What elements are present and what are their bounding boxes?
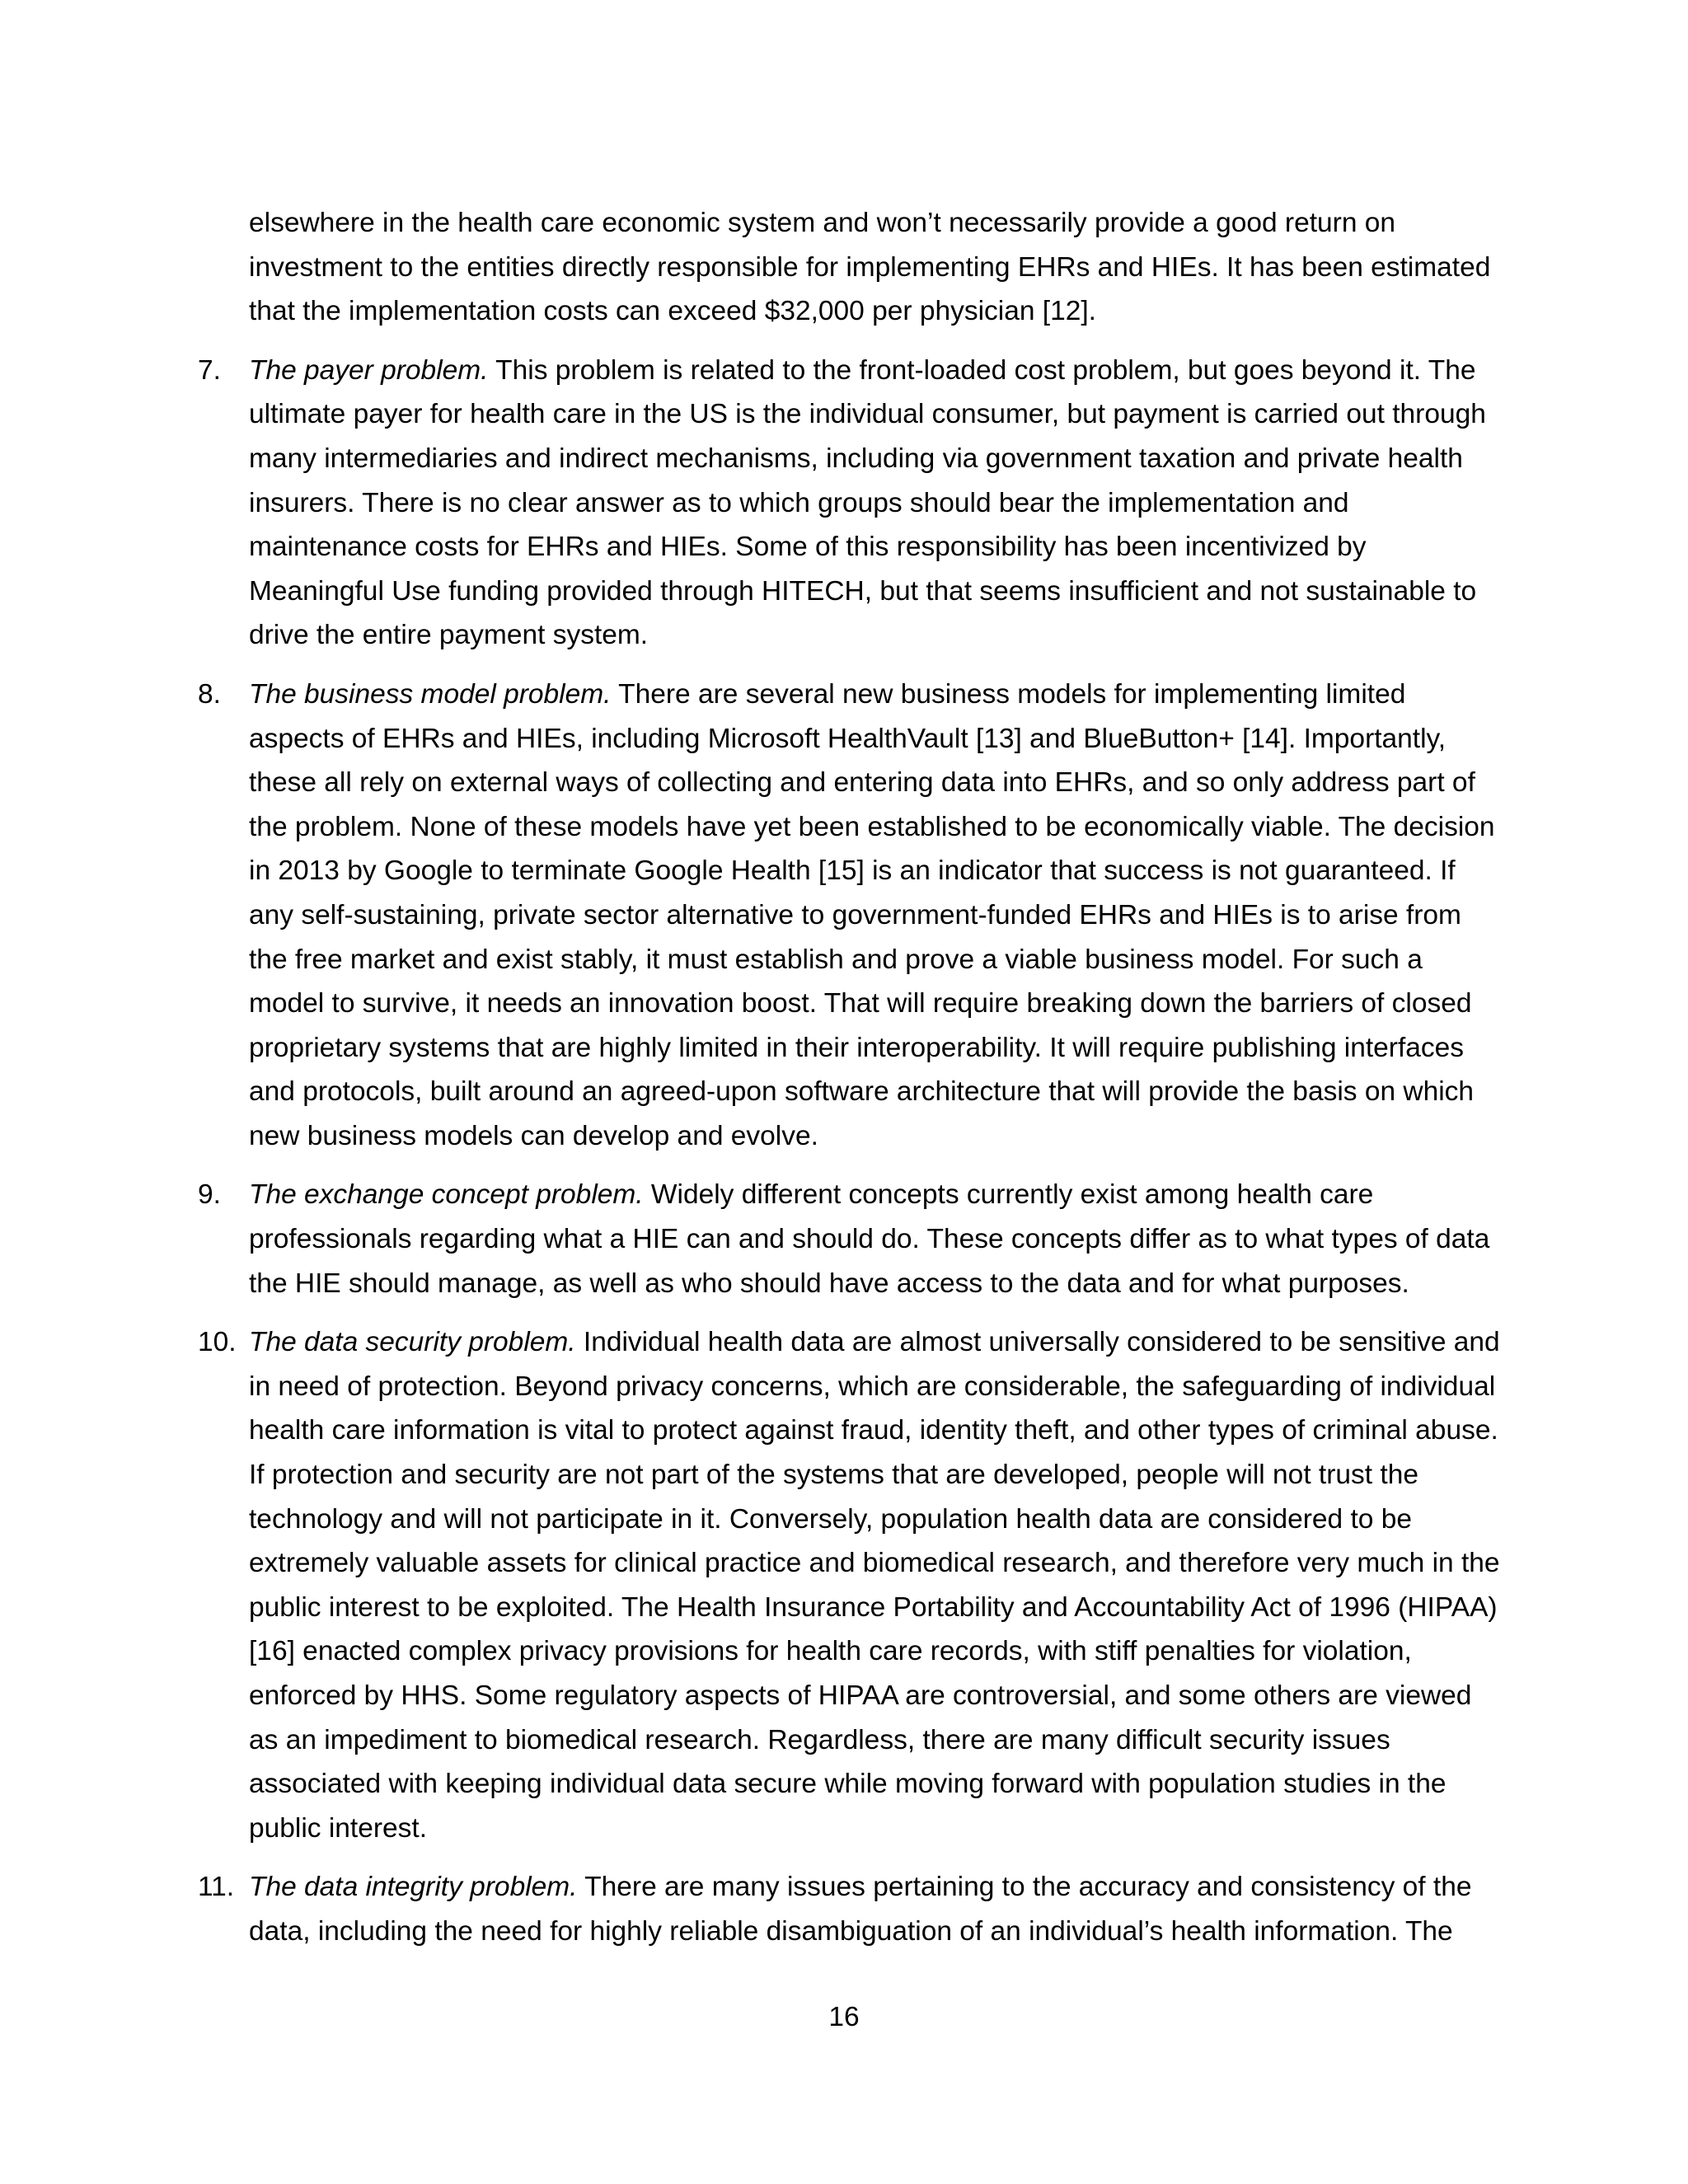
list-item-number: 10. xyxy=(198,1327,237,1358)
list-item-number: 8. xyxy=(198,678,221,710)
list-item-number: 7. xyxy=(198,354,221,386)
continuation-paragraph: elsewhere in the health care economic system and won’t necessarily provide a good return on investment to the entities directly responsible for implementing EHRs and HIEs. It has been estimated that the implementation costs can exceed $32,000 per physician [12]. xyxy=(249,208,1491,327)
list-item-title: The data security problem. xyxy=(249,1327,576,1358)
list-item-body: There are many issues pertaining to the accuracy and consistency of the data, including the need for highly reliable disambiguation of an individual’s health information. The xyxy=(249,1872,1472,1947)
list-item-body: This problem is related to the front-loaded cost problem, but goes beyond it. The ultimate payer for health care in the US is the individual consumer, but payment is carried out through many intermediaries and indirect mechanisms, including via government taxation and private health insurers. There is no clear answer as to which groups should bear the implementation and maintenance costs for EHRs and HIEs. Some of this responsibility has been incentivized by Meaningful Use funding provided through HITECH, but that seems insufficient and not sustainable to drive the entire payment system. xyxy=(249,354,1486,651)
list-item-body: There are several new business models for implementing limited aspects of EHRs and HIEs, including Microsoft HealthVault [13] and BlueButton+ [14]. Importantly, these all rely on external ways of collecting and entering data into EHRs, and so only address part of the problem. None of these models have yet been established to be economically viable. The decision in 2013 by Google to terminate Google Health [15] is an indicator that success is not guaranteed. If any self-sustaining, private sector alternative to government-funded EHRs and HIEs is to arise from the free market and exist stably, it must establish and prove a viable business model. For such a model to survive, it needs an innovation boost. That will require breaking down the barriers of closed proprietary systems that are highly limited in their interoperability. It will require publishing interfaces and protocols, built around an agreed-upon software architecture that will provide the basis on which new business models can develop and evolve. xyxy=(249,678,1495,1151)
list-item-title: The exchange concept problem. xyxy=(249,1179,644,1211)
list-item-title: The business model problem. xyxy=(249,678,612,710)
list-item-payer-problem xyxy=(198,349,1500,658)
list-item-business-model-problem xyxy=(198,673,1500,1159)
list-item-exchange-concept-problem xyxy=(198,1173,1500,1305)
list-item-body: Widely different concepts currently exist among health care professionals regarding what a HIE can and should do. These concepts differ as to what types of data the HIE should manage, as well as who should have access to the data and for what purposes. xyxy=(249,1179,1490,1299)
list-item-number: 11. xyxy=(198,1872,235,1903)
page-number: 16 xyxy=(828,2002,860,2032)
list-item-data-security-problem xyxy=(198,1320,1500,1850)
list-item-number: 9. xyxy=(198,1179,221,1211)
list-item-body: Individual health data are almost universally considered to be sensitive and in need of protection. Beyond privacy concerns, which are considerable, the safeguarding of individual health care information is vital to protect against fraud, identity theft, and other types of criminal abuse. If protection and security are not part of the systems that are developed, people will not trust the technology and will not participate in it. Conversely, population health data are considered to be extremely valuable assets for clinical practice and biomedical research, and therefore very much in the public interest to be exploited. The Health Insurance Portability and Accountability Act of 1996 (HIPAA) [16] enacted complex privacy provisions for health care records, with stiff penalties for violation, enforced by HHS. Some regulatory aspects of HIPAA are controversial, and some others are viewed as an impediment to biomedical research. Regardless, there are many difficult security issues associated with keeping individual data secure while moving forward with population studies in the public interest. xyxy=(249,1327,1500,1844)
list-item-title: The payer problem. xyxy=(249,354,489,386)
page-content xyxy=(198,201,1500,1954)
list-item-title: The data integrity problem. xyxy=(249,1872,578,1903)
list-item-data-integrity-problem xyxy=(198,1865,1500,1953)
